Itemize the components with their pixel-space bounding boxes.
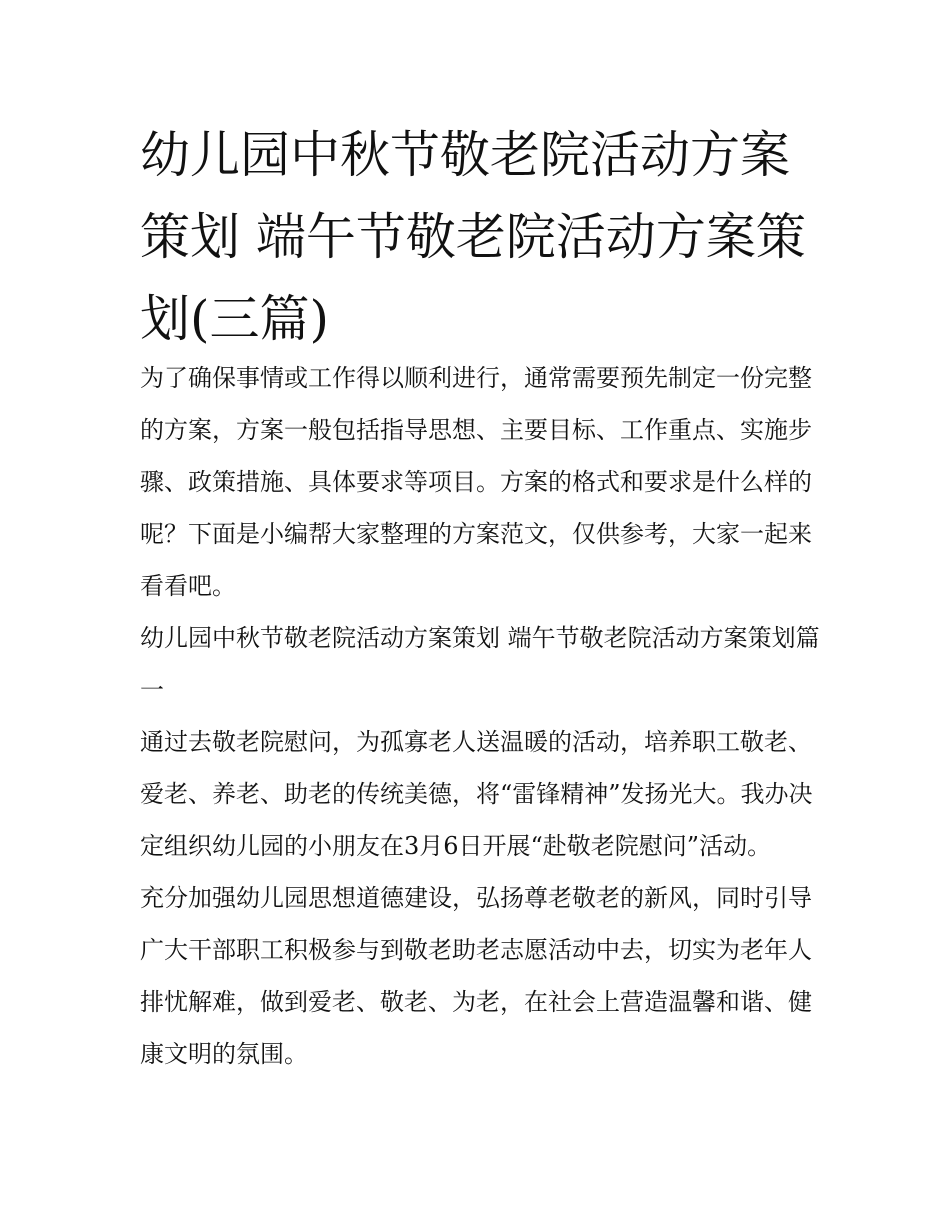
paragraph-section-heading: 幼儿园中秋节敬老院活动方案策划 端午节敬老院活动方案策划篇一 (140, 624, 820, 704)
document-title: 幼儿园中秋节敬老院活动方案策划 端午节敬老院活动方案策划(三篇) (140, 126, 806, 348)
paragraph-intro: 为了确保事情或工作得以顺利进行，通常需要预先制定一份完整的方案，方案一般包括指导思想、主要目标、工作重点、实施步骤、政策措施、具体要求等项目。方案的格式和要求是什么样的呢？下面是小编帮大家整理的方案范文，仅供参考，大家一起来看看吧。 (140, 364, 812, 600)
document-body (140, 352, 820, 1080)
paragraph-activity-purpose: 通过去敬老院慰问，为孤寡老人送温暖的活动，培养职工敬老、爱老、养老、助老的传统美德，将“雷锋精神”发扬光大。我办决定组织幼儿园的小朋友在3月6日开展“赴敬老院慰问”活动。 (140, 728, 813, 860)
paragraph-activity-goal: 充分加强幼儿园思想道德建设，弘扬尊老敬老的新风，同时引导广大干部职工积极参与到敬老助老志愿活动中去，切实为老年人排忧解难，做到爱老、敬老、为老，在社会上营造温馨和谐、健康文明的氛围。 (140, 884, 812, 1068)
